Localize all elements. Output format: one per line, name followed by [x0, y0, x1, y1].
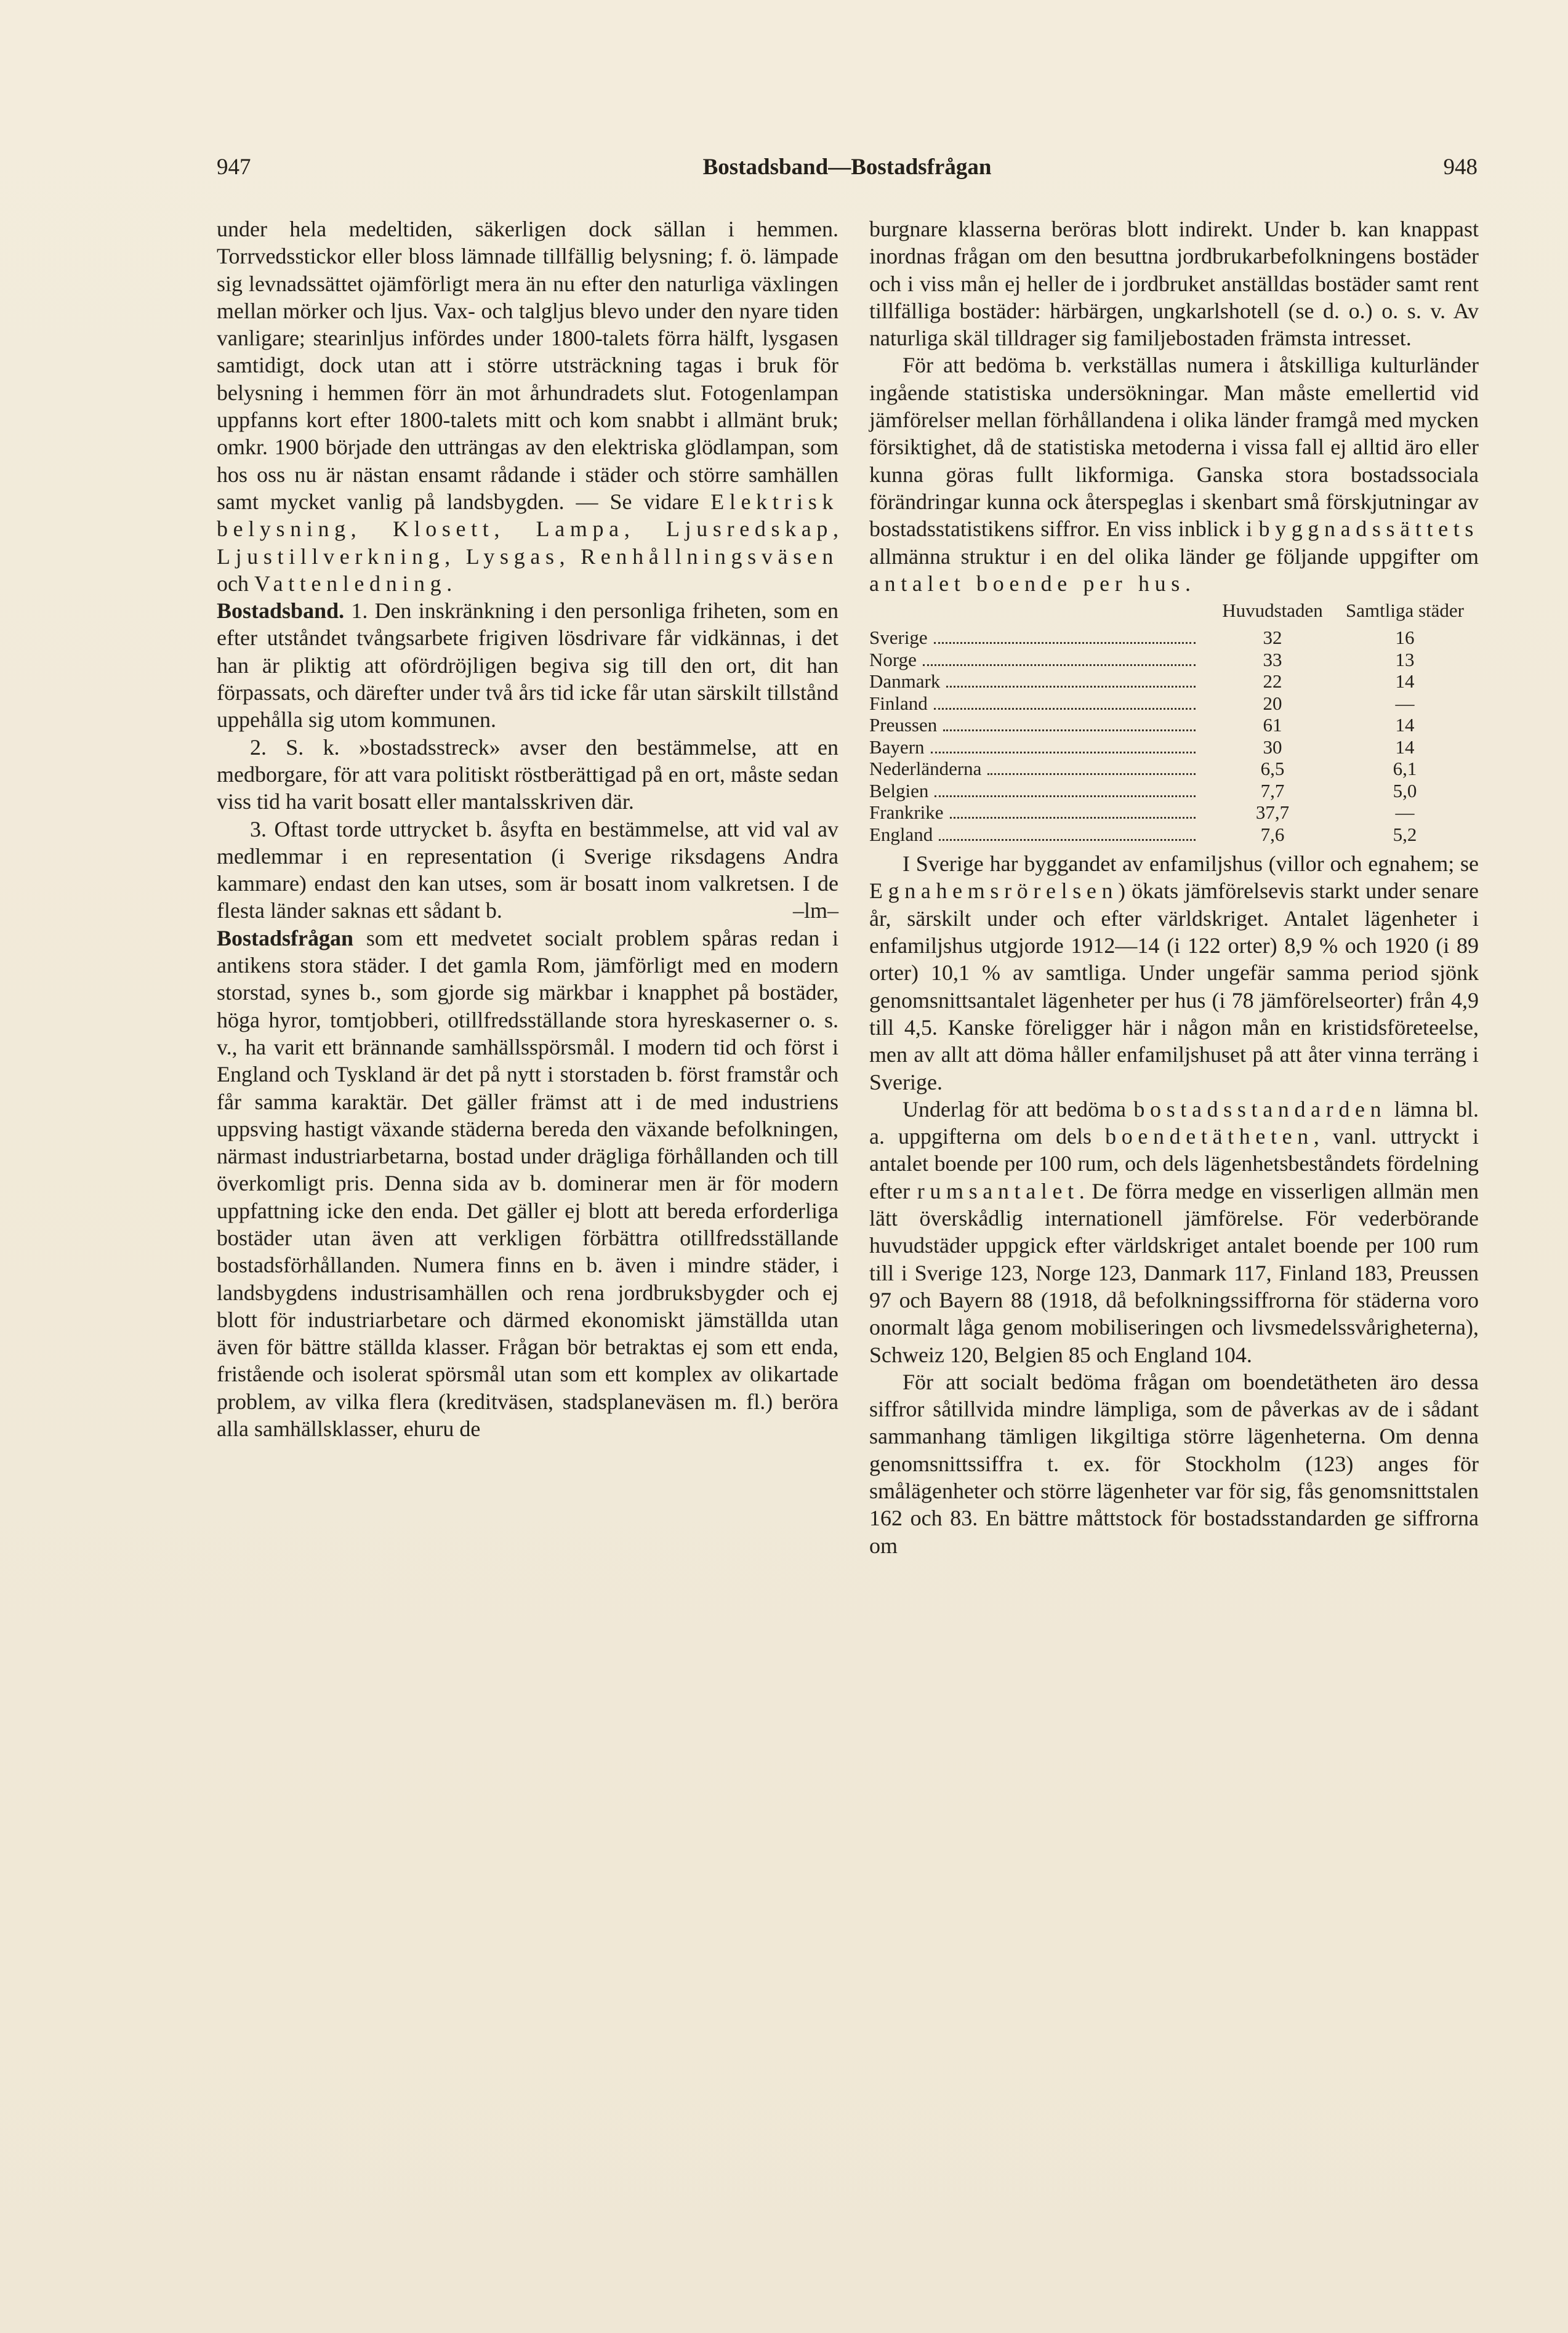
- page-number-left: 947: [217, 155, 251, 180]
- author-signature: –lm–: [792, 898, 838, 923]
- all-cities-value: 6,1: [1393, 758, 1417, 780]
- all-cities-value: —: [1395, 801, 1415, 824]
- cross-reference: Lysgas: [465, 544, 560, 569]
- table-row: [869, 780, 1479, 802]
- table-row: [869, 627, 1479, 649]
- all-cities-value: 14: [1395, 714, 1415, 736]
- paragraph-standard: Underlag för att bedöma bostadsstandarden lämna bl. a. uppgifterna om dels boendetätheten, vanl. uttryckt i antalet boende per 100 rum, och dels lägenhetsbeståndets fördelning efter rumsantalet. De förra medge en visserligen allmän men lätt överskådlig internationell jämförelse. För vederbörande huvudstäder uppgick efter världskriget antalet boende per 100 rum till i Sverige 123, Norge 123, Danmark 117, Finland 183, Preussen 97 och Bayern 88 (1918, då befolkningssiffrorna för städerna voro onormalt låga genom mobiliseringen och livsmedelssvårigheterna), Schweiz 120, Belgien 85 och England 104.: [869, 1096, 1479, 1367]
- table-row: [869, 649, 1479, 671]
- entry-bostadsband: Bostadsband. 1. Den inskränkning i den personliga friheten, som en efter utståndet tvångsarbete frigiven lösdrivare får vidkännas, i det han är pliktig att ofördröjligen begiva sig till den ort, dit han förpassats, och därefter under två års tid icke får utan särskilt tillstånd uppehålla sig utom kommunen.: [217, 598, 839, 733]
- all-cities-value: 5,2: [1393, 823, 1417, 845]
- capital-value: 30: [1263, 736, 1282, 758]
- leader-dots: [939, 839, 1196, 841]
- leader-dots: [950, 817, 1196, 819]
- left-column: [217, 215, 838, 1442]
- country-name: Frankrike: [869, 801, 944, 824]
- all-cities-value: 13: [1395, 648, 1415, 670]
- leader-dots: [946, 686, 1196, 688]
- capital-value: 7,6: [1260, 823, 1285, 845]
- column-header: Samtliga städer: [1346, 600, 1464, 622]
- paragraph-bostadsstreck: 2. S. k. »bostadsstreck» avser den bestämmelse, att en medborgare, för att vara politiskt röstberättigad på en ort, måste sedan viss tid ha varit bosatt eller mantalsskriven där.: [217, 734, 838, 814]
- running-title: Bostadsband—Bostadsfrågan: [702, 155, 992, 180]
- occupants-per-house-table: [869, 600, 1479, 845]
- cross-reference: Ljusredskap: [666, 516, 834, 542]
- all-cities-value: 16: [1395, 627, 1415, 649]
- column-header: Huvudstaden: [1222, 600, 1323, 622]
- country-name: Sverige: [869, 627, 928, 649]
- leader-dots: [935, 795, 1196, 797]
- cross-reference: Lampa: [536, 516, 624, 542]
- country-name: Danmark: [869, 670, 941, 693]
- cross-reference: Renhållningsväsen: [581, 544, 838, 569]
- entry-headword: Bostadsband.: [217, 598, 345, 624]
- cross-reference: Elektrisk belysning: [217, 489, 838, 542]
- all-cities-value: 14: [1395, 670, 1415, 693]
- country-name: Norge: [869, 648, 917, 670]
- leader-dots: [934, 708, 1196, 710]
- capital-value: 6,5: [1260, 758, 1285, 780]
- all-cities-value: 5,0: [1393, 779, 1417, 801]
- capital-value: 37,7: [1255, 801, 1290, 824]
- country-name: Belgien: [869, 779, 929, 801]
- paragraph-lighting: under hela medeltiden, säkerligen dock sällan i hemmen. Torrvedsstickor eller bloss lämnade tillfällig belysning; f. ö. lämpade sig levnadssättet ojämförligt mera än nu efter den naturliga växlingen mellan mörker och ljus. Vax- och talgljus blevo under den nyare tiden vanligare; stearinljus infördes under 1800-talets förra hälft, lysgasen samtidigt, dock utan att i större utsträckning tagas i bruk för belysning i hemmen förr än mot århundradets slut. Fotogenlampan uppfanns kort efter 1800-talets mitt och kom snabbt i allmänt bruk; omkr. 1900 började den utträngas av den elektriska glödlampan, som hos oss nu är nästan ensamt rådande i städer och större samhällen samt mycket vanlig på landsbygden. — Se vidare Elektrisk belysning, Klosett, Lampa, Ljusredskap, Ljustillverkning, Lysgas, Renhållningsväsen och Vattenledning.: [217, 217, 839, 596]
- country-name: Bayern: [869, 736, 925, 758]
- capital-value: 33: [1263, 648, 1282, 670]
- leader-dots: [934, 642, 1196, 644]
- page-header: [217, 154, 1478, 191]
- paragraph-classes: burgnare klasserna beröras blott indirekt. Under b. kan knappast inordnas frågan om den besuttna jordbrukarbefolkningens bostäder och i viss mån ej heller de i jordbruket anställdas bostäder samt rent tillfälliga bostäder: härbärgen, ungkarlshotell (se d. o.) o. s. v. Av naturliga skäl tilldrager sig familjebostaden främsta intresset.: [869, 217, 1479, 351]
- page-number-right: 948: [1443, 155, 1478, 180]
- capital-value: 20: [1263, 692, 1282, 714]
- all-cities-value: —: [1395, 692, 1415, 714]
- table-header-row: [869, 600, 1479, 627]
- table-row: [869, 693, 1479, 715]
- capital-value: 32: [1263, 627, 1282, 649]
- capital-value: 61: [1263, 714, 1282, 736]
- leader-dots: [987, 773, 1196, 775]
- table-row: [869, 801, 1479, 824]
- table-row: [869, 824, 1479, 846]
- paragraph-single-family: I Sverige har byggandet av enfamiljshus (villor och egnahem; se Egnahemsrörelsen) ökats jämförelsevis starkt under senare år, särskilt under och efter världskriget. Antalet lägenheter i enfamiljshus utgjorde 1912—14 (i 122 orter) 8,9 % och 1920 (i 89 orter) 10,1 % av samtliga. Under ungefär samma period sjönk genomsnittsantalet lägenheter per hus (i 78 jämförelseorter) från 4,9 till 4,5. Kanske föreligger här i någon mån en kristidsföreteelse, men av allt att döma håller enfamiljshuset på att åter vinna terräng i Sverige.: [869, 851, 1479, 1094]
- table-row: [869, 714, 1479, 736]
- table-row: [869, 758, 1479, 780]
- entry-headword: Bostadsfrågan: [217, 925, 354, 950]
- paragraph-statistics: För att bedöma b. verkställas numera i åtskilliga kulturländer ingående statistiska undersökningar. Man måste emellertid vid jämförelser mellan förhållandena i olika länder framgå med mycken försiktighet, då de statistiska metoderna i vissa fall ej alltid äro eller kunna göras fullt likformiga. Ganska stora bostadssociala förändringar kunna ock återspeglas i skenbart små förskjutningar av bostadsstatistikens siffror. En viss inblick i byggnadssättets allmänna struktur i en del olika länder ge följande uppgifter om antalet boende per hus.: [869, 353, 1479, 596]
- table-row: [869, 670, 1479, 693]
- country-name: Finland: [869, 692, 928, 714]
- cross-reference: Ljustillverkning: [217, 544, 445, 569]
- leader-dots: [943, 729, 1196, 731]
- paragraph-valkrets: 3. Oftast torde uttrycket b. åsyfta en bestämmelse, att vid val av medlemmar i en representation (i Sverige riksdagens Andra kammare) endast den kan utses, som är bosatt inom valkretsen. I de flesta länder saknas ett sådant b. –lm–: [217, 816, 838, 925]
- paragraph-density: För att socialt bedöma frågan om boendetätheten äro dessa siffror såtillvida mindre lämpliga, som de påverkas av de i sådant sammanhang tämligen likgiltiga större lägenheterna. Om denna genomsnittssiffra t. ex. för Stockholm (123) anges för smålägenheter och större lägenheter var för sig, fås genomsnittstalen 162 och 83. En bättre måttstock för bostadsstandarden ge siffrorna om: [869, 1369, 1479, 1558]
- table-row: [869, 736, 1479, 758]
- leader-dots: [923, 664, 1196, 666]
- country-name: England: [869, 823, 933, 845]
- cross-reference: Klosett: [392, 516, 494, 542]
- capital-value: 7,7: [1260, 779, 1285, 801]
- country-name: Preussen: [869, 714, 938, 736]
- all-cities-value: 14: [1395, 736, 1415, 758]
- entry-bostadsfragan: Bostadsfrågan som ett medvetet socialt problem spåras redan i antikens stora städer. I det gamla Rom, jämförligt med en modern storstad, synes b., som gjorde sig märkbar i knapphet på bostäder, höga hyror, tomtjobberi, otillfredsställande stora hyreskaserner o. s. v., ha varit ett brännande samhällsspörsmål. I modern tid och först i England och Tyskland är det på nytt i storstaden b. först framstår och får samma karaktär. Det gäller främst att i de med industriens uppsving hastigt växande städerna bereda den växande befolkningen, närmast industriarbetarna, bostad under drägliga förhållanden och till överkomligt pris. Denna sida av b. dominerar men är för modern uppfattning icke den enda. Det gäller ej blott att bereda erforderliga bostäder utan även att verkligen förbättra otillfredsställande bostadsförhållanden. Numera finns en b. även i mindre städer, i landsbygdens industrisamhällen och rena jordbruksbygder och ej blott för industriarbetare och därmed ekonomiskt jämställda utan även för bättre ställda klasser. Frågan bör betraktas ej som ett enda, fristående och isolerat spörsmål utan som ett komplex av olikartade problem, av vilka flera (kreditväsen, stadsplaneväsen m. fl.) beröra alla samhällsklasser, ehuru de: [217, 925, 839, 1442]
- country-name: Nederländerna: [869, 758, 982, 780]
- cross-reference: Vattenledning: [254, 571, 447, 596]
- capital-value: 22: [1263, 670, 1282, 693]
- leader-dots: [931, 752, 1196, 753]
- right-column: [869, 215, 1479, 1559]
